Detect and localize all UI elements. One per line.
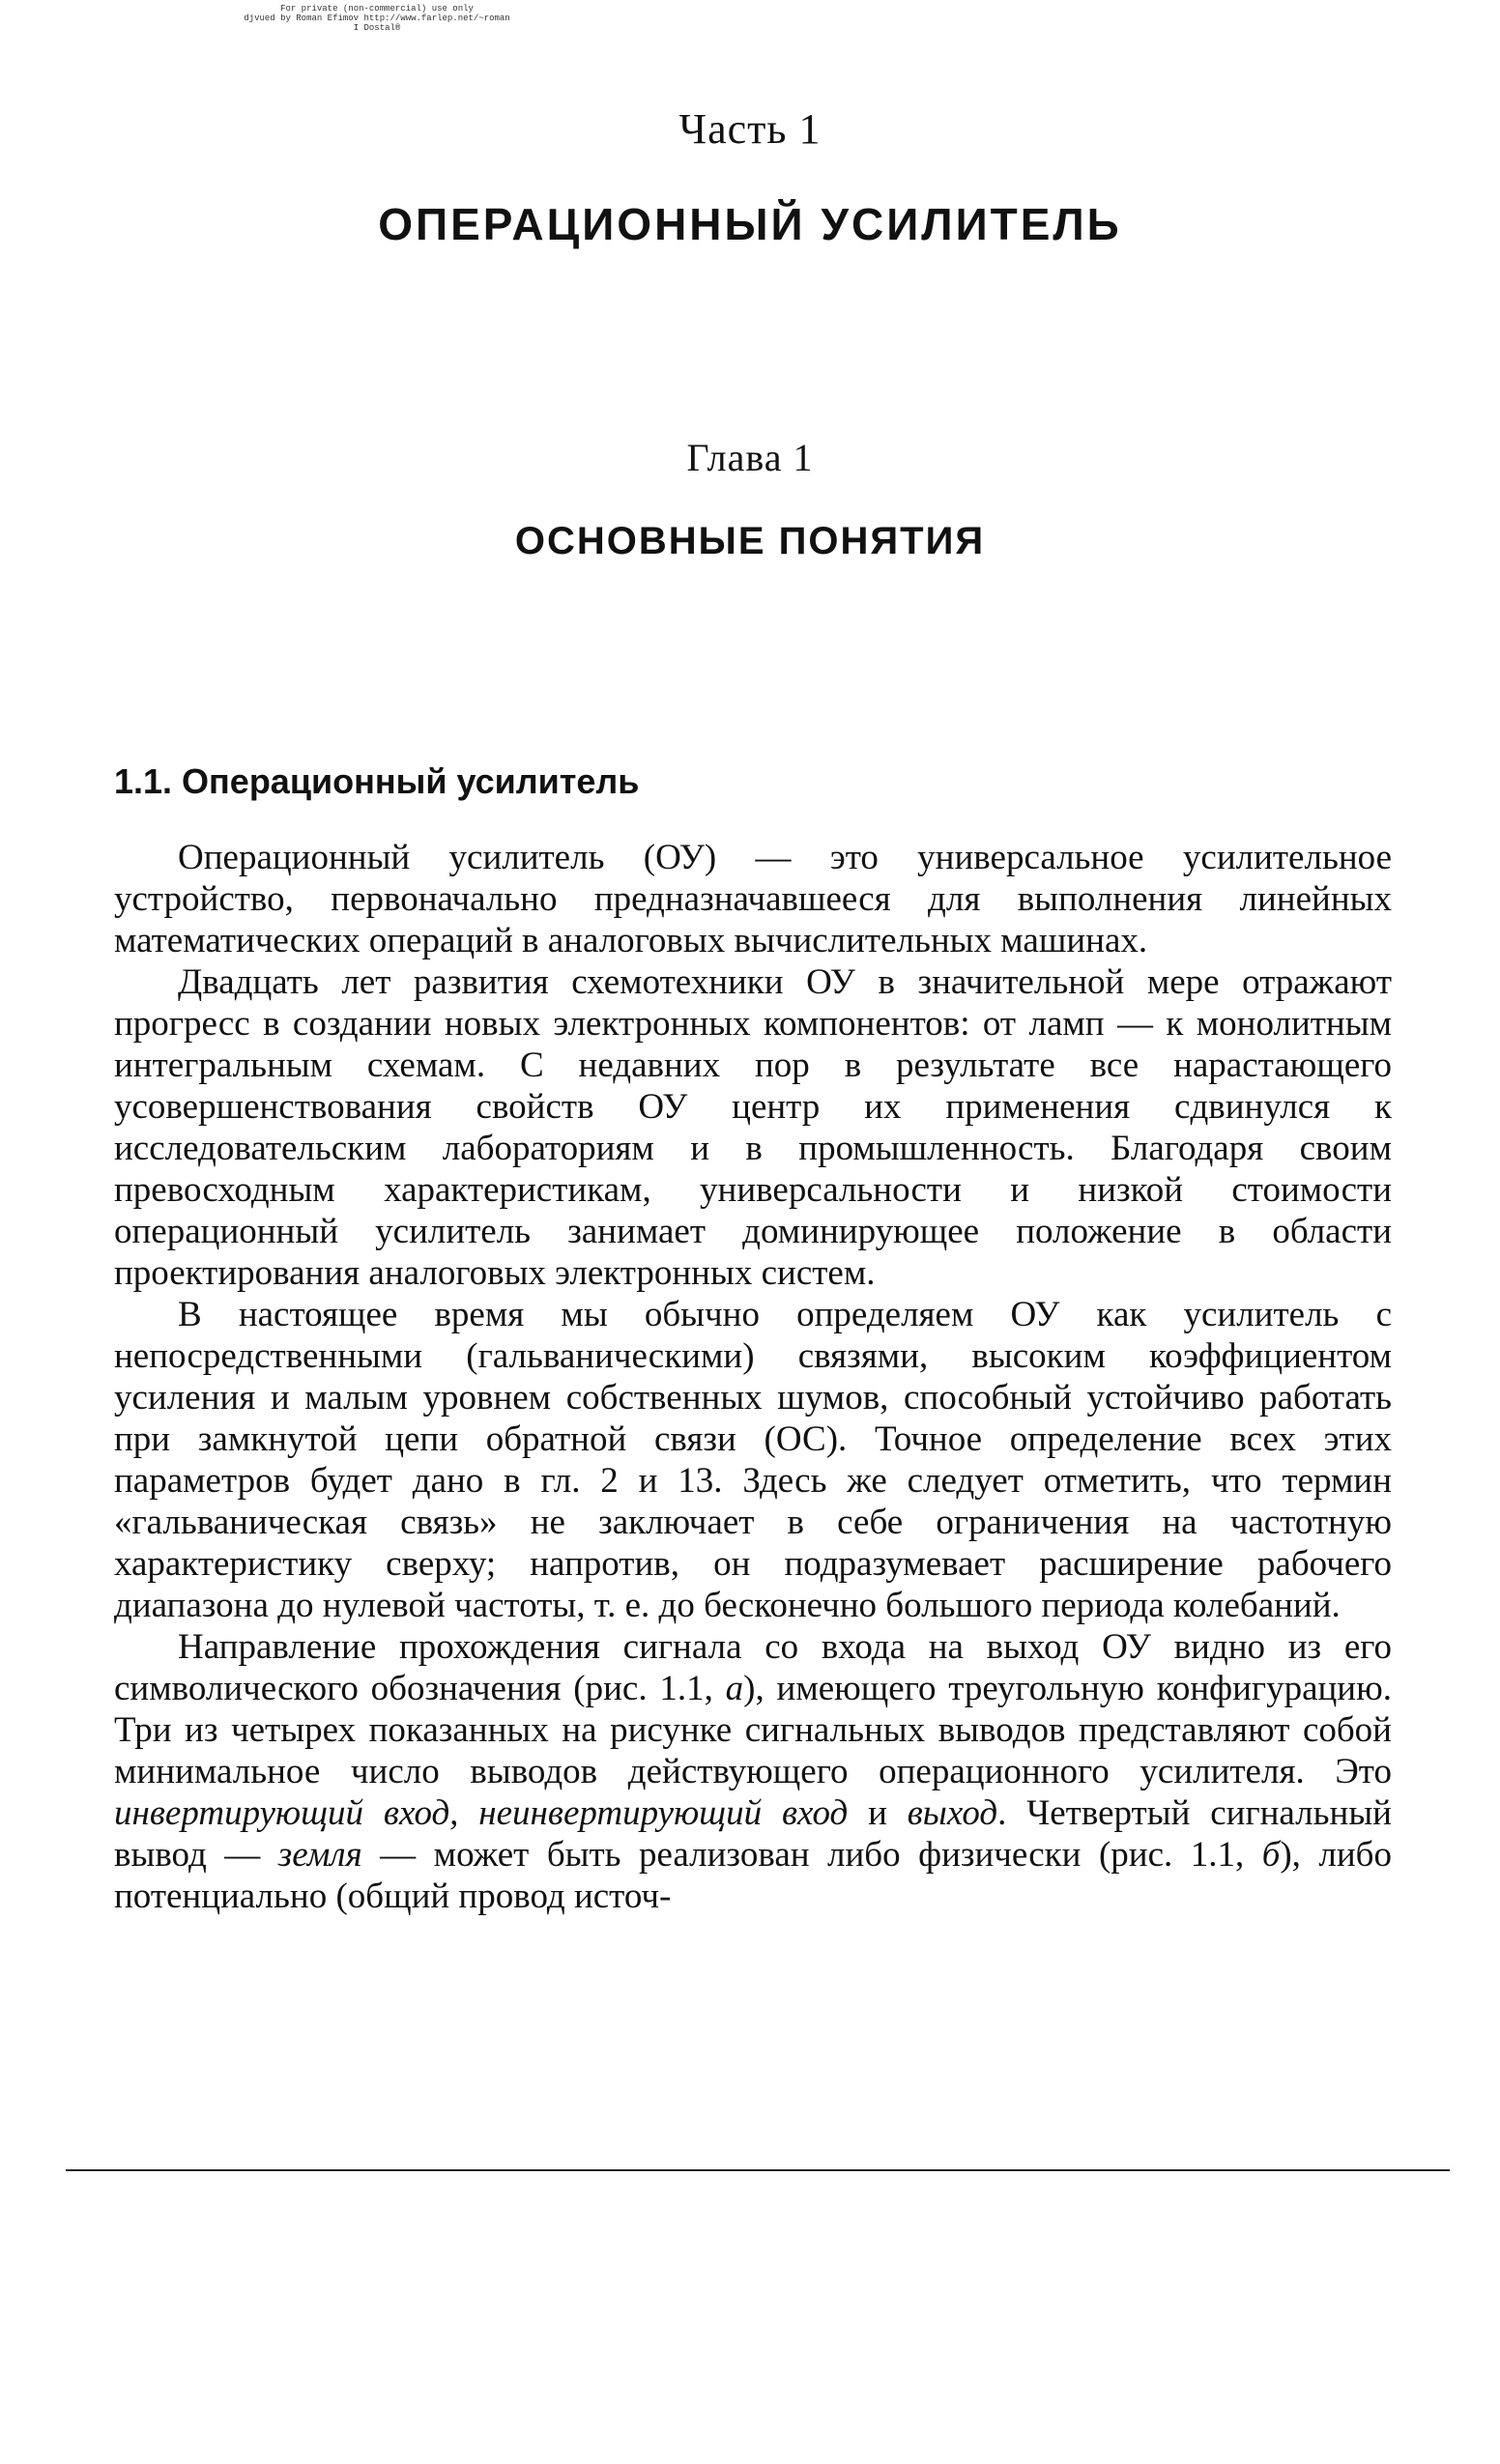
paragraph-4-text-f: ), либо потенциально (общий провод источ-	[114, 1835, 1392, 1916]
paragraph-4	[114, 1626, 1392, 1917]
paragraph-4-term-output: выход	[907, 1793, 998, 1833]
watermark-notice	[242, 4, 512, 33]
paragraph-4-text-d: . Четвертый сигнальный вывод —	[114, 1793, 1392, 1875]
watermark-line-3: I Dostal®	[353, 23, 401, 33]
paragraph-4-text-c: и	[848, 1793, 908, 1833]
scan-strike-line	[66, 2169, 1450, 2171]
paragraph-4-term-ground: земля	[277, 1835, 362, 1875]
paragraph-4-text-a: Направление прохождения сигнала со входа на выход ОУ видно из его символического обозначения (рис. 1.1,	[114, 1627, 1392, 1708]
paragraph-4-text-e: — может быть реализован либо физически (рис. 1.1,	[361, 1835, 1262, 1875]
watermark-line-1: For private (non-commercial) use only	[280, 4, 474, 14]
part-label: Часть 1	[678, 105, 822, 153]
paragraph-4-figure-ref-a: а	[725, 1669, 744, 1708]
body-text	[114, 837, 1392, 1917]
paragraph-3: В настоящее время мы обычно определяем ОУ как усилитель с непосредственными (гальваническими) связями, высоким коэффициентом усиления и малым уровнем собственных шумов, способный устойчиво работать при замкнутой цепи обратной связи (ОС). Точное определение всех этих параметров будет дано в гл. 2 и 13. Здесь же следует отметить, что термин «гальваническая связь» не заключает в себе ограничения на частотную характеристику сверху; напротив, он подразумевает расширение рабочего диапазона до нулевой частоты, т. е. до бесконечно большого периода колебаний.	[114, 1295, 1392, 1625]
paragraph-4-text-b: ), имеющего треугольную конфигурацию. Три из четырех показанных на рисунке сигнальных выводов представляют собой минимальное число выводов действующего операционного усилителя. Это	[114, 1669, 1392, 1791]
paragraph-1: Операционный усилитель (ОУ) — это универсальное усилительное устройство, первоначально предназначавшееся для выполнения линейных математических операций в аналоговых вычислительных машинах.	[114, 838, 1392, 960]
chapter-title: ОСНОВНЫЕ ПОНЯТИЯ	[514, 520, 986, 562]
part-title: ОПЕРАЦИОННЫЙ УСИЛИТЕЛЬ	[378, 199, 1122, 249]
chapter-label: Глава 1	[686, 436, 814, 479]
section-heading: 1.1. Операционный усилитель	[114, 761, 640, 801]
watermark-line-2: djvued by Roman Efimov http://www.farlep.net/~roman	[244, 14, 510, 23]
paragraph-4-term-inputs: инвертирующий вход, неинвертирующий вход	[114, 1793, 849, 1833]
paragraph-4-figure-ref-b: б	[1261, 1835, 1281, 1875]
paragraph-2: Двадцать лет развития схемотехники ОУ в значительной мере отражают прогресс в создании новых электронных компонентов: от ламп — к монолитным интегральным схемам. С недавних пор в результате все нарастающего усовершенствования свойств ОУ центр их применения сдвинулся к исследовательским лабораториям и в промышленность. Благодаря своим превосходным характеристикам, универсальности и низкой стоимости операционный усилитель занимает доминирующее положение в области проектирования аналоговых электронных систем.	[114, 962, 1392, 1293]
